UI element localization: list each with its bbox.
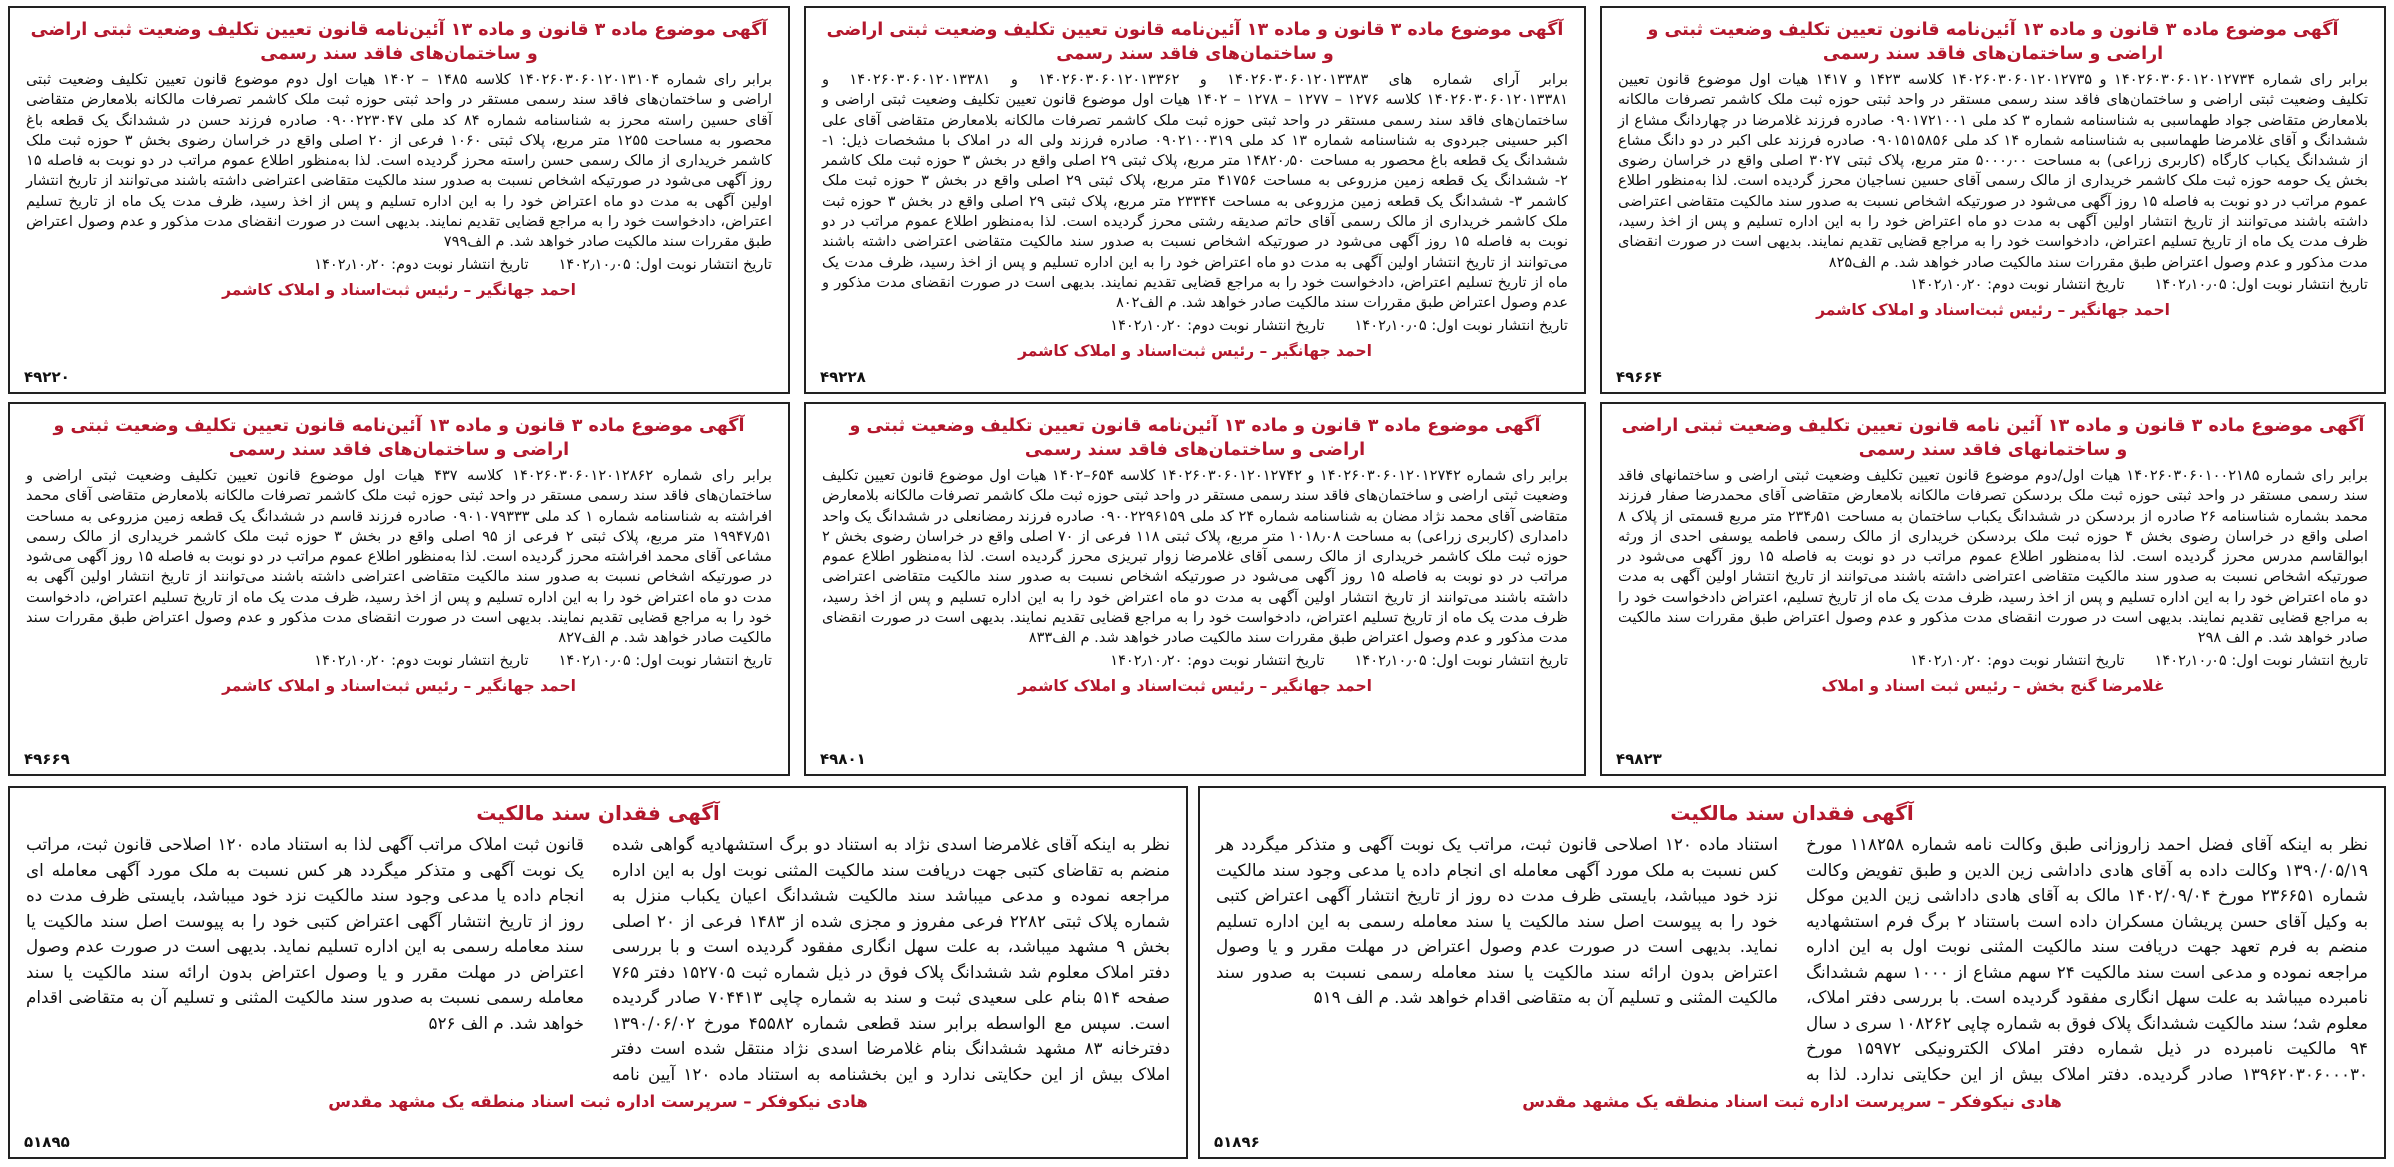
ad-title: آگهی موضوع ماده ۳ قانون و ماده ۱۳ آئین نامه قانون تعیین تکلیف وضعیت ثبتی اراضی و ساختمانهای فاقد سند رسمی — [1621, 416, 2365, 460]
ad-date-second: تاریخ انتشار نوبت دوم: ۱۴۰۲٫۱۰٫۲۰ — [314, 651, 529, 669]
ad-dates — [1618, 651, 2368, 671]
ad-body: برابر رای شماره ۱۴۰۲۶۰۳۰۶۰۱۰۰۲۱۸۵ هیات اول/دوم موضوع قانون تعیین تکلیف وضعیت ثبتی اراضی و ساختمانهای فاقد سند رسمی مستقر در واحد ثبتی حوزه ثبت ملک بردسکن تصرفات مالکانه بلامعارض متقاضی آقای محمدرضا صفار فرزند محمد بشماره شناسنامه ۲۶ صادره از بردسکن در ششدانگ یکباب ساختمان به مساحت ۲۳۴٫۵۱ متر مربع قسمتی از پلاک ۸ اصلی واقع در خراسان رضوی بخش ۴ حوزه ثبت ملک بردسکن خریداری از مالک رسمی فاطمه یوسفی احدی از ورثه ابوالقاسم مدرس محرز گردیده است. لذا به‌منظور اطلاع عموم مراتب در دو نوبت به فاصله ۱۵ روز آگهی می‌شود در صورتیکه اشخاص نسبت به صدور سند مالکیت متقاضی اعتراضی داشته باشند می‌توانند از تاریخ انتشار اولین آگهی به مدت دو ماه اعتراض خود را به این اداره تسلیم و پس از اخذ رسید، ظرف مدت یک ماه از تاریخ تسلیم، اعتراض دادخواست خود را به مراجع قضایی تقدیم نمایند. بدیهی است در صورت انقضای مدت مذکور و عدم وصول اعتراض طبق مقررات سند مالکیت صادر خواهد شد. م الف ۲۹۸ — [1618, 467, 2368, 647]
ad-title: آگهی موضوع ماده ۳ قانون و ماده ۱۳ آئین‌نامه قانون تعیین تکلیف وضعیت ثبتی اراضی و ساختمان‌های فاقد سند رسمی — [30, 20, 768, 64]
registry-ad-mid-right — [1600, 402, 2386, 776]
ad-dates — [822, 316, 1568, 336]
notice-code: ۵۱۸۹۶ — [1214, 1133, 1260, 1151]
ad-body: برابر رای شماره ۱۴۰۲۶۰۳۰۶۰۱۲۰۱۲۷۴۲ و ۱۴۰۲۶۰۳۰۶۰۱۲۰۱۲۷۴۲ کلاسه ۶۵۴–۱۴۰۲ هیات اول موضوع قانون تعیین تکلیف وضعیت ثبتی اراضی و ساختمان‌های فاقد سند رسمی مستقر در واحد ثبتی حوزه ثبت ملک کاشمر تصرفات مالکانه بلامعارض متقاضی آقای محمد نژاد مضان به شناسنامه شماره ۲۴ کد ملی ۰۹۰۰۲۲۹۶۱۵۹ صادره فرزند رمضانعلی در ششدانگ یک واحد دامداری (کاربری زراعی) به مساحت ۱۰۱۸٫۰۸ متر مربع، پلاک ثبتی ۱۱۸ فرعی از ۷۰ اصلی واقع در خراسان رضوی بخش ۲ حوزه ثبت ملک کاشمر خریداری از مالک رسمی آقای غلامرضا زوار تبریزی محرز گردیده است. لذا به‌منظور اطلاع عموم مراتب در دو نوبت به فاصله ۱۵ روز آگهی می‌شود در صورتیکه اشخاص نسبت به صدور سند مالکیت متقاضی اعتراضی داشته باشند می‌توانند از تاریخ انتشار اولین آگهی به مدت دو ماه اعتراض خود را به این اداره تسلیم و پس از اخذ رسید، ظرف مدت یک ماه از تاریخ تسلیم اعتراض، دادخواست خود را به مراجع قضایی تقدیم نمایند. بدیهی است در صورت انقضای مدت مذکور و عدم وصول اعتراض طبق مقررات سند مالکیت صادر خواهد شد. م الف۸۳۳ — [822, 467, 1568, 647]
registry-ad-top-left — [8, 6, 790, 394]
ad-body: برابر رای شماره ۱۴۰۲۶۰۳۰۶۰۱۲۰۱۲۸۶۲ کلاسه ۴۳۷ هیات اول موضوع قانون تعیین تکلیف وضعیت ثبتی اراضی و ساختمان‌های فاقد سند رسمی مستقر در واحد ثبتی حوزه ثبت ملک کاشمر تصرفات مالکانه بلامعارض متقاضی آقای محمد افراشته به شناسنامه شماره ۱ کد ملی ۰۹۰۱۰۷۹۳۳۳ صادره فرزند قاسم در ششدانگ یک قطعه زمین مزروعی به مساحت ۱۹۹۴۷٫۵۱ متر مربع، پلاک ثبتی ۲ فرعی از ۹۵ اصلی واقع در بخش ۳ حوزه ثبت ملک کاشمر خریداری از مالک رسمی مشاعی آقای محمد افراشته محرز گردیده است. لذا به‌منظور اطلاع عموم مراتب در دو نوبت به فاصله ۱۵ روز آگهی می‌شود در صورتیکه اشخاص نسبت به صدور سند مالکیت متقاضی اعتراضی داشته باشند می‌توانند از تاریخ انتشار اولین آگهی به مدت دو ماه اعتراض خود را به این اداره تسلیم و پس از اخذ رسید، ظرف مدت یک ماه از تاریخ تسلیم اعتراض، دادخواست خود را به مراجع قضایی تقدیم نمایند. بدیهی است در صورت انقضای مدت مذکور و عدم وصول اعتراض طبق مقررات سند مالکیت صادر خواهد شد. م الف۸۲۷ — [26, 467, 772, 647]
notice-title: آگهی فقدان سند مالکیت — [1670, 801, 1914, 825]
notice-body: نظر به اینکه آقای غلامرضا اسدی نژاد به استناد دو برگ استشهادیه گواهی شده منضم به تقاضای کتبی جهت دریافت سند مالکیت المثنی نوبت اول به این اداره مراجعه نموده و مدعی میباشد سند مالکیت ششدانگ اعیان یکباب منزل به شماره پلاک ثبتی ۲۲۸۲ فرعی مفروز و مجزی شده از ۱۴۸۳ فرعی از ۲۰ اصلی بخش ۹ مشهد میباشد، به علت سهل انگاری مفقود گردیده است و با بررسی دفتر املاک معلوم شد ششدانگ پلاک فوق در ذیل شماره ثبت ۱۵۲۷۰۵ دفتر ۷۶۵ صفحه ۵۱۴ بنام علی سعیدی ثبت و سند به شماره چاپی ۷۰۴۴۱۳ صادر گردیده است. سپس مع الواسطه برابر سند قطعی شماره ۴۵۵۸۲ مورخ ۱۳۹۰/۰۶/۰۲ دفترخانه ۸۳ مشهد ششدانگ بنام غلامرضا اسدی نژاد منتقل شده است دفتر املاک بیش از این حکایتی ندارد و این بخشنامه به استناد ماده ۱۲۰ آیین نامه قانون ثبت املاک مراتب آگهی لذا به استناد ماده ۱۲۰ اصلاحی قانون ثبت، مراتب یک نوبت آگهی و متذکر میگردد هر کس نسبت به ملک مورد آگهی معامله ای انجام داده یا مدعی وجود سند مالکیت نزد خود میباشد، بایستی ظرف مدت ده روز از تاریخ انتشار آگهی اعتراض کتبی خود را به پیوست اصل سند مالکیت یا سند معامله رسمی به این اداره تسلیم نماید. بدیهی است در صورت عدم وصول اعتراض در مهلت مقرر و یا وصول اعتراض بدون ارائه سند مالکیت یا سند معامله رسمی نسبت به صدور سند مالکیت المثنی و تسلیم آن به متقاضی اقدام خواهد شد. م الف ۵۲۶ — [26, 834, 1170, 1084]
ad-date-second: تاریخ انتشار نوبت دوم: ۱۴۰۲٫۱۰٫۲۰ — [1910, 275, 2125, 293]
ad-dates — [1618, 275, 2368, 295]
notice-signature: هادی نیکوفکر – سرپرست اداره ثبت اسناد منطقه یک مشهد مقدس — [328, 1092, 868, 1111]
ad-date-second: تاریخ انتشار نوبت دوم: ۱۴۰۲٫۱۰٫۲۰ — [1910, 651, 2125, 669]
ad-dates — [26, 651, 772, 671]
registry-ad-mid-middle — [804, 402, 1586, 776]
ad-date-second: تاریخ انتشار نوبت دوم: ۱۴۰۲٫۱۰٫۲۰ — [1110, 651, 1325, 669]
notice-signature: هادی نیکوفکر – سرپرست اداره ثبت اسناد منطقه یک مشهد مقدس — [1522, 1092, 2062, 1111]
registry-ad-top-middle — [804, 6, 1586, 394]
ad-date-second: تاریخ انتشار نوبت دوم: ۱۴۰۲٫۱۰٫۲۰ — [314, 255, 529, 273]
ad-title: آگهی موضوع ماده ۳ قانون و ماده ۱۳ آئین‌نامه قانون تعیین تکلیف وضعیت ثبتی اراضی و ساختمان‌های فاقد سند رسمی — [826, 20, 1564, 64]
ad-code: ۴۹۲۲۸ — [820, 368, 866, 386]
registry-ad-top-right — [1600, 6, 2386, 394]
ad-code: ۴۹۲۲۰ — [24, 368, 70, 386]
ad-code: ۴۹۸۰۱ — [820, 750, 866, 768]
ad-dates — [822, 651, 1568, 671]
lost-deed-notice-right — [1198, 786, 2386, 1159]
ad-code: ۴۹۶۶۴ — [1616, 368, 1662, 386]
ad-signature: احمد جهانگیر – رئیس ثبت‌اسناد و املاک کاشمر — [222, 280, 576, 299]
notice-title: آگهی فقدان سند مالکیت — [476, 801, 720, 825]
notice-body: نظر به اینکه آقای فضل احمد زاروزانی طبق وکالت نامه شماره ۱۱۸۲۵۸ مورخ ۱۳۹۰/۰۵/۱۹ وکالت داده به آقای هادی داداشی زین الدین و طبق تفویض وکالت شماره ۲۳۶۶۵۱ مورخ ۱۴۰۲/۰۹/۰۴ مالک به آقای هادی داداشی زین الدین موکل به وکیل آقای حسن پریشان مسکران داده است باستناد ۲ برگ فرم استشهادیه منضم به فرم تعهد جهت دریافت سند مالکیت المثنی نوبت اول به این اداره مراجعه نموده و مدعی است سند مالکیت ۲۴ سهم مشاع از ۱۰۰۰ سهم ششدانگ نامبرده میباشد به علت سهل انگاری مفقود گردیده است. با بررسی دفتر املاک، معلوم شد؛ سند مالکیت ششدانگ پلاک فوق به شماره چاپی ۱۰۸۲۶۲ سری د سال ۹۴ مالکیت نامبرده در ذیل شماره دفتر املاک الکترونیکی ۱۵۹۷۲ مورخ ۱۳۹۶۲۰۳۰۶۰۰۰۳۰ صادر گردیده. دفتر املاک بیش از این حکایتی ندارد. لذا به استناد ماده ۱۲۰ اصلاحی قانون ثبت، مراتب یک نوبت آگهی و متذکر میگردد هر کس نسبت به ملک مورد آگهی معامله ای انجام داده یا مدعی وجود سند مالکیت نزد خود میباشد، بایستی ظرف مدت ده روز از تاریخ انتشار آگهی اعتراض کتبی خود را به پیوست اصل سند مالکیت یا سند معامله رسمی به این اداره تسلیم نماید. بدیهی است در صورت عدم وصول اعتراض در مهلت مقرر و یا وصول اعتراض بدون ارائه سند مالکیت یا سند معامله رسمی نسبت به صدور سند مالکیت المثنی و تسلیم آن به متقاضی اقدام خواهد شد. م الف ۵۱۹ — [1216, 834, 2369, 1084]
ad-body: برابر آرای شماره های ۱۴۰۲۶۰۳۰۶۰۱۲۰۱۳۳۸۳ و ۱۴۰۲۶۰۳۰۶۰۱۲۰۱۳۳۶۲ و ۱۴۰۲۶۰۳۰۶۰۱۲۰۱۳۳۸۱ و ۱۴۰۲۶۰۳۰۶۰۱۲۰۱۳۳۸۱ کلاسه ۱۲۷۶ – ۱۲۷۷ – ۱۲۷۸ – ۱۴۰۲ هیات اول موضوع قانون تعیین تکلیف وضعیت ثبتی اراضی و ساختمان‌های فاقد سند رسمی مستقر در واحد ثبتی حوزه ثبت ملک کاشمر تصرفات مالکانه بلامعارض متقاضی آقای علی اکبر حسینی جبردوی به شناسنامه شماره ۱۳ کد ملی ۰۹۰۲۱۰۰۳۱۹ صادره فرزند ولی اله در املاک با مشخصات ذیل: ۱- ششدانگ یک قطعه باغ محصور به مساحت ۱۴۸۲۰٫۵۰ متر مربع، پلاک ثبتی ۲۹ اصلی واقع در بخش ۳ حوزه ثبت ملک کاشمر ۲- ششدانگ یک قطعه زمین مزروعی به مساحت ۴۱۷۵۶ متر مربع، پلاک ثبتی ۲۹ اصلی واقع در بخش ۳ حوزه ثبت ملک کاشمر ۳- ششدانگ یک قطعه زمین مزروعی به مساحت ۲۳۳۴۴ متر مربع، پلاک ثبتی ۲۹ اصلی واقع در بخش ۳ حوزه ثبت ملک کاشمر خریداری از مالک رسمی آقای حاتم صدیقه رشتی محرز گردیده است. لذا به‌منظور اطلاع عموم مراتب در دو نوبت به فاصله ۱۵ روز آگهی می‌شود در صورتیکه اشخاص نسبت به صدور سند مالکیت متقاضی اعتراضی داشته باشند می‌توانند از تاریخ انتشار اولین آگهی به مدت دو ماه اعتراض خود را به این اداره تسلیم و پس از اخذ رسید، ظرف مدت یک ماه از تاریخ تسلیم اعتراض، دادخواست خود را به مراجع قضایی تقدیم نمایند. بدیهی است در صورت انقضای مدت مذکور و عدم وصول اعتراض طبق مقررات سند مالکیت صادر خواهد شد. م الف۸۰۲ — [822, 71, 1569, 312]
ad-code: ۴۹۶۶۹ — [24, 750, 70, 768]
ad-date-first: تاریخ انتشار نوبت اول: ۱۴۰۲٫۱۰٫۰۵ — [558, 255, 772, 273]
registry-ad-mid-left — [8, 402, 790, 776]
ad-title: آگهی موضوع ماده ۳ قانون و ماده ۱۳ آئین‌نامه قانون تعیین تکلیف وضعیت ثبتی و اراضی و ساختمان‌های فاقد سند رسمی — [53, 416, 745, 460]
ad-date-second: تاریخ انتشار نوبت دوم: ۱۴۰۲٫۱۰٫۲۰ — [1110, 316, 1325, 334]
ad-date-first: تاریخ انتشار نوبت اول: ۱۴۰۲٫۱۰٫۰۵ — [1354, 651, 1568, 669]
ad-signature: احمد جهانگیر – رئیس ثبت‌اسناد و املاک کاشمر — [1018, 341, 1372, 360]
ad-title: آگهی موضوع ماده ۳ قانون و ماده ۱۳ آئین‌نامه قانون تعیین تکلیف وضعیت ثبتی و اراضی و ساختمان‌های فاقد سند رسمی — [849, 416, 1541, 460]
ad-date-first: تاریخ انتشار نوبت اول: ۱۴۰۲٫۱۰٫۰۵ — [2154, 275, 2368, 293]
ad-date-first: تاریخ انتشار نوبت اول: ۱۴۰۲٫۱۰٫۰۵ — [558, 651, 772, 669]
ad-body: برابر رای شماره ۱۴۰۲۶۰۳۰۶۰۱۲۰۱۲۷۳۴ و ۱۴۰۲۶۰۳۰۶۰۱۲۰۱۲۷۳۵ کلاسه ۱۴۲۳ و ۱۴۱۷ هیات اول موضوع قانون تعیین تکلیف وضعیت ثبتی اراضی و ساختمان‌های فاقد سند رسمی مستقر در واحد ثبتی حوزه ثبت ملک کاشمر تصرفات مالکانه بلامعارض متقاضی جواد طهماسبی به شناسنامه شماره ۳ کد ملی ۰۹۰۱۷۲۱۰۰۱ صادره فرزند غلامرضا در چهاردانگ مشاع از ششدانگ و آقای غلامرضا طهماسبی به شناسنامه شماره ۱۴ کد ملی ۰۹۰۱۵۱۵۸۵۶ صادره فرزند علی اکبر در دو دانگ مشاع از ششدانگ یکباب کارگاه (کاربری زراعی) به مساحت ۵۰۰۰٫۰۰ متر مربع، پلاک ثبتی ۳۰۲۷ اصلی واقع در خراسان رضوی بخش یک حومه حوزه ثبت ملک کاشمر خریداری از مالک رسمی آقای حسین نساجیان محرز گردیده است. لذا به‌منظور اطلاع عموم مراتب در دو نوبت به فاصله ۱۵ روز آگهی می‌شود در صورتیکه اشخاص نسبت به صدور سند مالکیت متقاضی اعتراضی داشته باشند می‌توانند از تاریخ انتشار اولین آگهی به مدت دو ماه اعتراض خود را به این اداره تسلیم و پس از اخذ رسید، ظرف مدت یک ماه از تاریخ تسلیم اعتراض، دادخواست خود را به مراجع قضایی تقدیم نمایند. بدیهی است در صورت انقضای مدت مذکور و عدم وصول اعتراض طبق مقررات سند مالکیت صادر خواهد شد. م الف۸۲۵ — [1618, 71, 2369, 271]
ad-dates — [26, 255, 772, 275]
ad-body: برابر رای شماره ۱۴۰۲۶۰۳۰۶۰۱۲۰۱۳۱۰۴ کلاسه ۱۴۸۵ – ۱۴۰۲ هیات اول دوم موضوع قانون تعیین تکلیف وضعیت ثبتی اراضی و ساختمان‌های فاقد سند رسمی مستقر در واحد ثبتی حوزه ثبت ملک کاشمر تصرفات مالکانه بلامعارض متقاضی آقای حسین راسته محرز به شناسنامه شماره ۸۴ کد ملی ۰۹۰۰۲۲۳۰۴۷ صادره فرزند حسن در ششدانگ یک قطعه باغ محصور به مساحت ۱۲۵۵ متر مربع، پلاک ثبتی ۱۰۶۰ فرعی از ۲۰ اصلی واقع در خراسان رضوی بخش ۳ حوزه ثبت ملک کاشمر خریداری از مالک رسمی حسن راسته محرز گردیده است. لذا به‌منظور اطلاع عموم مراتب در دو نوبت به فاصله ۱۵ روز آگهی می‌شود در صورتیکه اشخاص نسبت به صدور سند مالکیت متقاضی اعتراضی داشته باشند می‌توانند از تاریخ انتشار اولین آگهی به مدت دو ماه اعتراض خود را به این اداره تسلیم و پس از اخذ رسید، ظرف مدت یک ماه از تاریخ تسلیم اعتراض، دادخواست خود را به مراجع قضایی تقدیم نمایند. بدیهی است در صورت انقضای مدت مذکور و عدم وصول اعتراض طبق مقررات سند مالکیت صادر خواهد شد. م الف۷۹۹ — [26, 71, 773, 251]
ad-signature: غلامرضا گنج بخش – رئیس ثبت اسناد و املاک — [1821, 676, 2165, 695]
ad-date-first: تاریخ انتشار نوبت اول: ۱۴۰۲٫۱۰٫۰۵ — [1354, 316, 1568, 334]
ad-signature: احمد جهانگیر – رئیس ثبت‌اسناد و املاک کاشمر — [1018, 676, 1372, 695]
notice-code: ۵۱۸۹۵ — [24, 1133, 70, 1151]
ad-title: آگهی موضوع ماده ۳ قانون و ماده ۱۳ آئین‌نامه قانون تعیین تکلیف وضعیت ثبتی و اراضی و ساختمان‌های فاقد سند رسمی — [1647, 20, 2339, 64]
lost-deed-notice-left — [8, 786, 1188, 1159]
ad-date-first: تاریخ انتشار نوبت اول: ۱۴۰۲٫۱۰٫۰۵ — [2154, 651, 2368, 669]
ad-signature: احمد جهانگیر – رئیس ثبت‌اسناد و املاک کاشمر — [222, 676, 576, 695]
ad-code: ۴۹۸۲۳ — [1616, 750, 1662, 768]
ad-signature: احمد جهانگیر – رئیس ثبت‌اسناد و املاک کاشمر — [1816, 300, 2170, 319]
